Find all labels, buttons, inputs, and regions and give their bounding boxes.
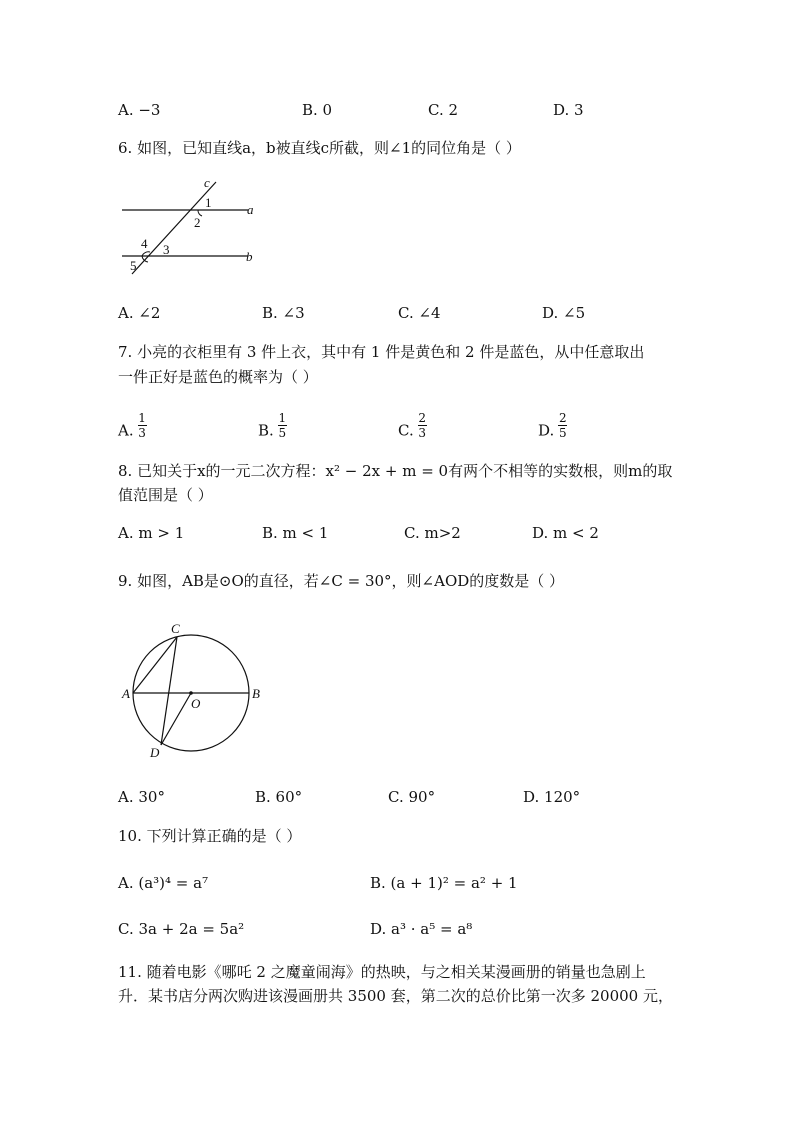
q7-option-b-letter: B. (258, 421, 274, 440)
q9-option-c: C. 90° (388, 788, 436, 806)
numerator: 2 (558, 411, 567, 425)
q5-option-a: A. −3 (118, 101, 161, 119)
q7-option-c (398, 411, 427, 445)
q6-figure-parallel-lines (110, 170, 280, 280)
q8-stem-line2: 值范围是（ ） (118, 486, 213, 504)
fraction (558, 412, 567, 439)
q6-option-c: C. ∠4 (398, 304, 441, 322)
q6-option-b: B. ∠3 (262, 304, 305, 322)
q7-option-d (538, 411, 567, 445)
q9-figure-circle (118, 618, 268, 766)
q10-option-d: D. a³ · a⁵ = a⁸ (370, 920, 473, 938)
label-C: C (171, 621, 180, 636)
q11-line2: 升．某书店分两次购进该漫画册共 3500 套，第二次的总价比第一次多 20000 元， (118, 987, 673, 1005)
label-a: a (247, 202, 254, 217)
q6-stem: 6. 如图，已知直线a，b被直线c所截，则∠1的同位角是（ ） (118, 139, 521, 157)
fraction (138, 412, 147, 439)
q10-option-a: A. (a³)⁴ = a⁷ (118, 874, 209, 892)
q7-option-a (118, 411, 147, 445)
fraction (278, 412, 287, 439)
q5-option-d: D. 3 (553, 101, 584, 119)
q8-option-b: B. m < 1 (262, 524, 329, 542)
numerator: 2 (418, 411, 427, 425)
q8-option-d: D. m < 2 (532, 524, 599, 542)
label-angle-2: 2 (194, 215, 201, 230)
center-point (189, 691, 193, 695)
label-O: O (191, 696, 201, 711)
q7-option-a-letter: A. (118, 421, 134, 440)
label-b: b (246, 249, 253, 264)
chord-cd (161, 637, 177, 745)
q8-option-a: A. m > 1 (118, 524, 185, 542)
q9-stem: 9. 如图，AB是⊙O的直径，若∠C = 30°，则∠AOD的度数是（ ） (118, 572, 565, 590)
q11-line1: 11. 随着电影《哪吒 2 之魔童闹海》的热映，与之相关某漫画册的销量也急剧上 (118, 963, 646, 981)
label-B: B (252, 686, 260, 701)
q9-option-b: B. 60° (255, 788, 303, 806)
label-angle-1: 1 (205, 195, 212, 210)
q7-stem-line1: 7. 小亮的衣柜里有 3 件上衣，其中有 1 件是黄色和 2 件是蓝色，从中任意取出 (118, 343, 645, 361)
label-c: c (204, 175, 210, 190)
q7-option-d-letter: D. (538, 421, 555, 440)
denominator: 3 (418, 426, 427, 440)
q6-option-d: D. ∠5 (542, 304, 586, 322)
denominator: 5 (558, 426, 567, 440)
label-angle-4: 4 (141, 236, 148, 251)
q6-option-a: A. ∠2 (118, 304, 161, 322)
label-D: D (150, 745, 160, 760)
q9-option-a: A. 30° (118, 788, 165, 806)
denominator: 5 (278, 426, 287, 440)
label-angle-3: 3 (163, 242, 170, 257)
label-angle-5: 5 (130, 258, 137, 273)
q7-stem-line2: 一件正好是蓝色的概率为（ ） (118, 368, 318, 386)
fraction (418, 412, 427, 439)
radius-od (161, 693, 191, 745)
q8-stem-line1: 8. 已知关于x的一元二次方程：x² − 2x + m = 0有两个不相等的实数根，则m的取 (118, 462, 673, 480)
denominator: 3 (138, 426, 146, 440)
q10-option-b: B. (a + 1)² = a² + 1 (370, 874, 518, 892)
q7-option-c-letter: C. (398, 421, 414, 440)
q5-option-b: B. 0 (302, 101, 333, 119)
numerator: 1 (138, 411, 146, 425)
q9-option-d: D. 120° (523, 788, 581, 806)
label-A: A (122, 686, 130, 701)
q5-option-c: C. 2 (428, 101, 459, 119)
q10-option-c: C. 3a + 2a = 5a² (118, 920, 245, 938)
q10-stem: 10. 下列计算正确的是（ ） (118, 827, 302, 845)
q8-option-c: C. m>2 (404, 524, 461, 542)
q7-option-b (258, 411, 287, 445)
numerator: 1 (278, 411, 287, 425)
